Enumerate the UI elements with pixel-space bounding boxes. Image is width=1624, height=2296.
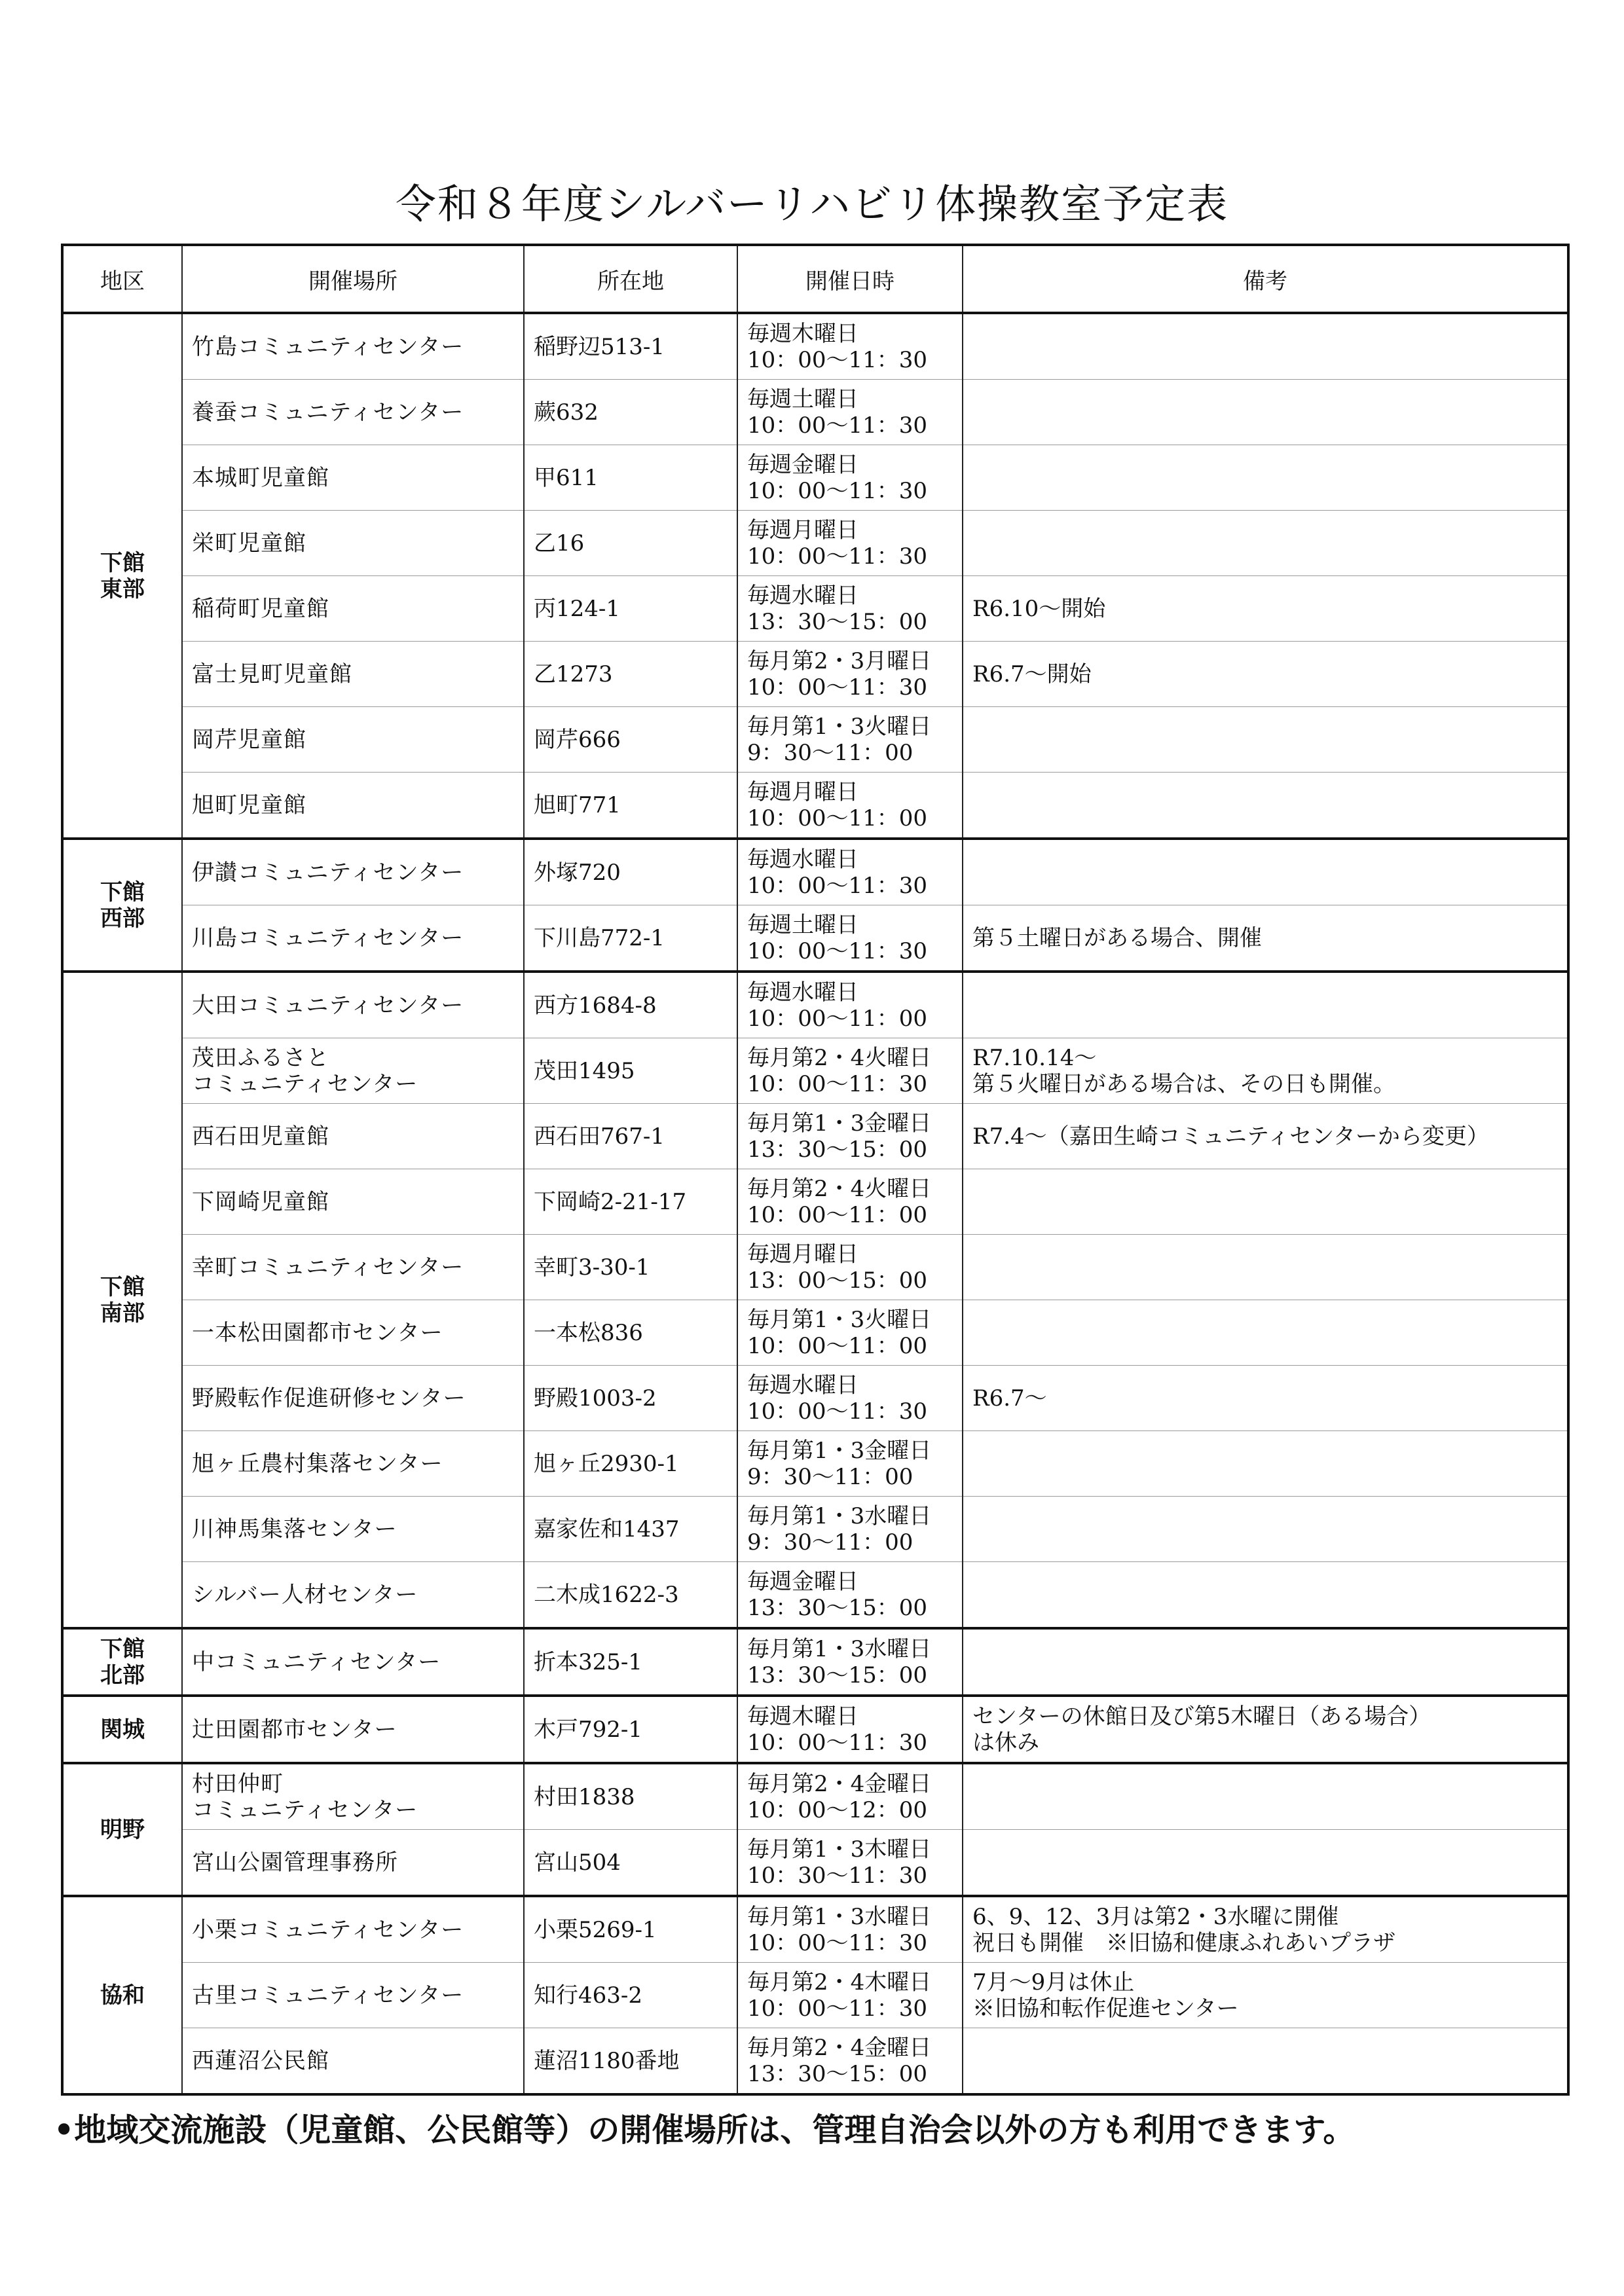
venue-cell [182, 1366, 524, 1431]
notes-cell [963, 1038, 1568, 1104]
address-cell: 外塚720 [524, 839, 737, 905]
notes-cell [963, 1696, 1568, 1763]
cell-line: 毎週金曜日 [747, 451, 858, 478]
schedule-table [61, 244, 1570, 2096]
cell-line: 毎月第1・3水曜日 [747, 1903, 932, 1930]
area-cell [62, 1696, 182, 1763]
cell-line: 10：00〜11：30 [747, 543, 928, 570]
venue-cell [182, 445, 524, 511]
cell-line: 13：30〜15：00 [747, 1136, 928, 1163]
header-schedule: 開催日時 [737, 245, 963, 313]
cell-line: 13：30〜15：00 [747, 2060, 928, 2087]
cell-line: 毎週月曜日 [747, 517, 858, 543]
page-title: 令和８年度シルバーリハビリ体操教室予定表 [395, 180, 1229, 228]
table-row [62, 642, 1568, 707]
cell-line: 9：30〜11：00 [747, 1463, 913, 1490]
address-cell: 西石田767-1 [524, 1104, 737, 1169]
address-cell: 折本325-1 [524, 1628, 737, 1696]
venue-cell [182, 576, 524, 642]
cell-line: 10：00〜11：30 [747, 412, 928, 439]
cell-line: 養蚕コミュニティセンター [192, 399, 464, 426]
schedule-cell [737, 1300, 963, 1366]
schedule-cell [737, 380, 963, 445]
schedule-cell [737, 905, 963, 972]
address-cell: 一本松836 [524, 1300, 737, 1366]
cell-line: 伊讃コミュニティセンター [192, 859, 464, 886]
cell-line: 第５火曜日がある場合は、その日も開催。 [972, 1070, 1395, 1097]
schedule-cell [737, 773, 963, 839]
table-row [62, 1431, 1568, 1497]
address-cell: 知行463-2 [524, 1963, 737, 2028]
schedule-cell [737, 707, 963, 773]
cell-line: ※旧協和転作促進センター [972, 1995, 1239, 2022]
cell-line: 毎月第2・4金曜日 [747, 1770, 932, 1797]
venue-cell [182, 773, 524, 839]
table-row [62, 1628, 1568, 1696]
venue-cell [182, 511, 524, 576]
table-row [62, 707, 1568, 773]
cell-line: 毎月第1・3木曜日 [747, 1836, 932, 1863]
address-cell: 丙124-1 [524, 576, 737, 642]
area-cell [62, 839, 182, 972]
cell-line: 小栗コミュニティセンター [192, 1916, 464, 1943]
table-row [62, 1366, 1568, 1431]
notes-cell [963, 1497, 1568, 1562]
cell-line: 10：00〜11：30 [747, 674, 928, 701]
schedule-cell [737, 972, 963, 1038]
cell-line: 10：00〜11：30 [747, 1729, 928, 1756]
venue-cell [182, 1763, 524, 1830]
notes-cell [963, 773, 1568, 839]
cell-line: 川島コミュニティセンター [192, 924, 464, 951]
address-cell: 旭町771 [524, 773, 737, 839]
cell-line: 西部 [100, 905, 145, 932]
venue-cell [182, 972, 524, 1038]
cell-line: 毎週金曜日 [747, 1568, 858, 1595]
notes-cell [963, 445, 1568, 511]
table-row [62, 511, 1568, 576]
cell-line: 栄町児童館 [192, 530, 306, 556]
schedule-cell [737, 1830, 963, 1897]
cell-line: R6.7〜 [972, 1385, 1047, 1412]
cell-line: 毎月第1・3金曜日 [747, 1110, 932, 1137]
cell-line: 10：00〜11：30 [747, 938, 928, 964]
cell-line: 13：30〜15：00 [747, 1662, 928, 1688]
cell-line: 13：30〜15：00 [747, 1594, 928, 1621]
schedule-cell [737, 1628, 963, 1696]
cell-line: 岡芹児童館 [192, 726, 306, 753]
cell-line: 本城町児童館 [192, 464, 329, 491]
venue-cell [182, 1497, 524, 1562]
address-cell: 岡芹666 [524, 707, 737, 773]
cell-line: 毎月第1・3金曜日 [747, 1437, 932, 1464]
venue-cell [182, 380, 524, 445]
venue-cell [182, 1963, 524, 2028]
table-row [62, 1562, 1568, 1629]
schedule-cell [737, 313, 963, 380]
address-cell: 旭ヶ丘2930-1 [524, 1431, 737, 1497]
schedule-cell [737, 1104, 963, 1169]
schedule-cell [737, 1235, 963, 1300]
venue-cell [182, 707, 524, 773]
cell-line: 毎月第2・4金曜日 [747, 2034, 932, 2061]
header-area: 地区 [62, 245, 182, 313]
schedule-cell [737, 511, 963, 576]
table-row [62, 1038, 1568, 1104]
cell-line: センターの休館日及び第5木曜日（ある場合） [972, 1703, 1431, 1730]
address-cell: 下岡崎2-21-17 [524, 1169, 737, 1235]
cell-line: 13：30〜15：00 [747, 608, 928, 635]
cell-line: 明野 [100, 1816, 145, 1843]
cell-line: 毎月第2・4火曜日 [747, 1044, 932, 1071]
address-cell: 村田1838 [524, 1763, 737, 1830]
cell-line: 下岡崎児童館 [192, 1188, 329, 1215]
schedule-cell [737, 839, 963, 905]
schedule-cell [737, 445, 963, 511]
venue-cell [182, 1896, 524, 1963]
cell-line: 毎月第2・4木曜日 [747, 1969, 932, 1995]
notes-cell [963, 1169, 1568, 1235]
venue-cell [182, 905, 524, 972]
cell-line: 10：00〜11：00 [747, 1005, 928, 1032]
venue-cell [182, 1235, 524, 1300]
address-cell: 茂田1495 [524, 1038, 737, 1104]
cell-line: 10：00〜11：00 [747, 805, 928, 831]
notes-cell [963, 1104, 1568, 1169]
cell-line: 下館 [100, 1635, 145, 1662]
venue-cell [182, 313, 524, 380]
schedule-cell [737, 1366, 963, 1431]
cell-line: 協和 [100, 1982, 145, 2009]
address-cell: 乙16 [524, 511, 737, 576]
notes-cell [963, 2028, 1568, 2095]
notes-cell [963, 1366, 1568, 1431]
table-row [62, 972, 1568, 1038]
cell-line: 関城 [100, 1716, 145, 1743]
cell-line: 幸町コミュニティセンター [192, 1254, 464, 1281]
cell-line: 川神馬集落センター [192, 1516, 397, 1542]
cell-line: 宮山公園管理事務所 [192, 1849, 398, 1876]
cell-line: 村田仲町 [192, 1770, 284, 1797]
cell-line: 7月〜9月は休止 [972, 1969, 1135, 1995]
venue-cell [182, 1431, 524, 1497]
cell-line: 富士見町児童館 [192, 661, 352, 687]
cell-line: 10：00〜11：30 [747, 1070, 928, 1097]
address-cell: 西方1684-8 [524, 972, 737, 1038]
table-row [62, 1169, 1568, 1235]
notes-cell [963, 1763, 1568, 1830]
table-row [62, 1896, 1568, 1963]
area-cell [62, 313, 182, 839]
cell-line: 10：00〜11：30 [747, 1929, 928, 1956]
venue-cell [182, 1696, 524, 1763]
table-row [62, 1104, 1568, 1169]
venue-cell [182, 2028, 524, 2095]
table-row [62, 1696, 1568, 1763]
schedule-cell [737, 1038, 963, 1104]
cell-line: 旭ヶ丘農村集落センター [192, 1450, 443, 1477]
table-row [62, 839, 1568, 905]
cell-line: 下館 [100, 549, 145, 576]
cell-line: 毎週月曜日 [747, 1241, 858, 1267]
cell-line: R6.10〜開始 [972, 595, 1106, 622]
cell-line: 西蓮沼公民館 [192, 2047, 329, 2074]
notes-cell [963, 1300, 1568, 1366]
schedule-cell [737, 1562, 963, 1629]
table-row [62, 2028, 1568, 2095]
cell-line: 毎週木曜日 [747, 320, 858, 347]
cell-line: は休み [972, 1729, 1039, 1756]
notes-cell [963, 1628, 1568, 1696]
venue-cell [182, 1104, 524, 1169]
schedule-cell [737, 1896, 963, 1963]
area-cell [62, 972, 182, 1628]
cell-line: 大田コミュニティセンター [192, 992, 464, 1019]
cell-line: 毎週土曜日 [747, 386, 858, 412]
cell-line: 10：00〜12：00 [747, 1796, 928, 1823]
venue-cell [182, 1830, 524, 1897]
address-cell: 二木成1622-3 [524, 1562, 737, 1629]
cell-line: 毎週水曜日 [747, 1372, 858, 1398]
notes-cell [963, 642, 1568, 707]
table-row [62, 905, 1568, 972]
schedule-cell [737, 1431, 963, 1497]
cell-line: 10：00〜11：30 [747, 477, 928, 504]
cell-line: コミュニティセンター [192, 1796, 418, 1823]
venue-cell [182, 839, 524, 905]
cell-line: 中コミュニティセンター [192, 1649, 441, 1675]
cell-line: 10：00〜11：30 [747, 1995, 928, 2022]
cell-line: 辻田園都市センター [192, 1716, 397, 1743]
cell-line: 毎週月曜日 [747, 778, 858, 805]
header-notes: 備考 [963, 245, 1568, 313]
cell-line: 東部 [100, 575, 145, 602]
address-cell: 幸町3-30-1 [524, 1235, 737, 1300]
table-row [62, 313, 1568, 380]
cell-line: 毎月第2・4火曜日 [747, 1175, 932, 1202]
table-row [62, 1763, 1568, 1830]
cell-line: 下館 [100, 879, 145, 905]
address-cell: 甲611 [524, 445, 737, 511]
cell-line: 毎月第1・3水曜日 [747, 1635, 932, 1662]
cell-line: 毎週土曜日 [747, 911, 858, 938]
address-cell: 木戸792-1 [524, 1696, 737, 1763]
cell-line: 13：00〜15：00 [747, 1267, 928, 1294]
address-cell: 蓮沼1180番地 [524, 2028, 737, 2095]
table-row [62, 1300, 1568, 1366]
notes-cell [963, 313, 1568, 380]
venue-cell [182, 642, 524, 707]
table-row [62, 380, 1568, 445]
cell-line: 古里コミュニティセンター [192, 1982, 464, 2009]
venue-cell [182, 1169, 524, 1235]
table-row [62, 773, 1568, 839]
cell-line: 9：30〜11：00 [747, 1529, 913, 1556]
cell-line: 茂田ふるさと [192, 1044, 329, 1071]
cell-line: 毎週水曜日 [747, 582, 858, 609]
cell-line: 10：00〜11：30 [747, 872, 928, 899]
cell-line: 一本松田園都市センター [192, 1319, 443, 1346]
cell-line: 毎月第1・3火曜日 [747, 1306, 932, 1333]
cell-line: 北部 [100, 1662, 145, 1688]
cell-line: 10：00〜11：30 [747, 1398, 928, 1425]
address-cell: 宮山504 [524, 1830, 737, 1897]
cell-line: シルバー人材センター [192, 1581, 418, 1608]
area-cell [62, 1896, 182, 2094]
notes-cell [963, 1830, 1568, 1897]
table-row [62, 1497, 1568, 1562]
header-venue: 開催場所 [182, 245, 524, 313]
table-body [62, 313, 1568, 2094]
address-cell: 野殿1003-2 [524, 1366, 737, 1431]
notes-cell [963, 1896, 1568, 1963]
cell-line: 6、9、12、3月は第2・3水曜に開催 [972, 1903, 1339, 1930]
cell-line: 西石田児童館 [192, 1123, 329, 1150]
area-cell [62, 1628, 182, 1696]
header-address: 所在地 [524, 245, 737, 313]
notes-cell [963, 380, 1568, 445]
cell-line: 毎月第2・3月曜日 [747, 647, 932, 674]
address-cell: 小栗5269-1 [524, 1896, 737, 1963]
schedule-cell [737, 1963, 963, 2028]
area-cell [62, 1763, 182, 1896]
venue-cell [182, 1038, 524, 1104]
header-row [62, 245, 1568, 313]
notes-cell [963, 1562, 1568, 1629]
notes-cell [963, 707, 1568, 773]
venue-cell [182, 1628, 524, 1696]
notes-cell [963, 839, 1568, 905]
notes-cell [963, 1963, 1568, 2028]
cell-line: R7.4〜（嘉田生崎コミュニティセンターから変更） [972, 1123, 1489, 1150]
schedule-cell [737, 576, 963, 642]
cell-line: R6.7〜開始 [972, 661, 1092, 687]
notes-cell [963, 1431, 1568, 1497]
cell-line: 旭町児童館 [192, 792, 306, 818]
notes-cell [963, 1235, 1568, 1300]
cell-line: 毎週水曜日 [747, 846, 858, 873]
table-row [62, 576, 1568, 642]
schedule-cell [737, 2028, 963, 2095]
table-row [62, 1830, 1568, 1897]
cell-line: 稲荷町児童館 [192, 595, 329, 622]
table-row [62, 445, 1568, 511]
cell-line: 10：00〜11：00 [747, 1332, 928, 1359]
schedule-cell [737, 1763, 963, 1830]
cell-line: コミュニティセンター [192, 1070, 418, 1097]
address-cell: 下川島772-1 [524, 905, 737, 972]
notes-cell [963, 905, 1568, 972]
cell-line: 毎週木曜日 [747, 1703, 858, 1730]
cell-line: 竹島コミュニティセンター [192, 333, 464, 360]
table-row [62, 1235, 1568, 1300]
cell-line: 10：30〜11：30 [747, 1862, 928, 1889]
schedule-cell [737, 1497, 963, 1562]
notes-cell [963, 511, 1568, 576]
footnote: •地域交流施設（児童館、公民館等）の開催場所は、管理自治会以外の方も利用できます。 [54, 2111, 1356, 2149]
address-cell: 乙1273 [524, 642, 737, 707]
cell-line: 毎週水曜日 [747, 979, 858, 1006]
cell-line: 第５土曜日がある場合、開催 [972, 924, 1262, 951]
cell-line: 野殿転作促進研修センター [192, 1385, 466, 1412]
cell-line: 祝日も開催 ※旧協和健康ふれあいプラザ [972, 1929, 1395, 1956]
cell-line: 南部 [100, 1300, 145, 1326]
schedule-cell [737, 1169, 963, 1235]
schedule-cell [737, 642, 963, 707]
table-row [62, 1963, 1568, 2028]
cell-line: 毎月第1・3火曜日 [747, 713, 932, 740]
venue-cell [182, 1562, 524, 1629]
notes-cell [963, 576, 1568, 642]
cell-line: 毎月第1・3水曜日 [747, 1503, 932, 1529]
cell-line: R7.10.14〜 [972, 1044, 1097, 1071]
venue-cell [182, 1300, 524, 1366]
schedule-cell [737, 1696, 963, 1763]
address-cell: 嘉家佐和1437 [524, 1497, 737, 1562]
address-cell: 蕨632 [524, 380, 737, 445]
cell-line: 10：00〜11：00 [747, 1201, 928, 1228]
cell-line: 10：00〜11：30 [747, 346, 928, 373]
cell-line: 9：30〜11：00 [747, 739, 913, 766]
notes-cell [963, 972, 1568, 1038]
address-cell: 稲野辺513-1 [524, 313, 737, 380]
cell-line: 下館 [100, 1273, 145, 1300]
